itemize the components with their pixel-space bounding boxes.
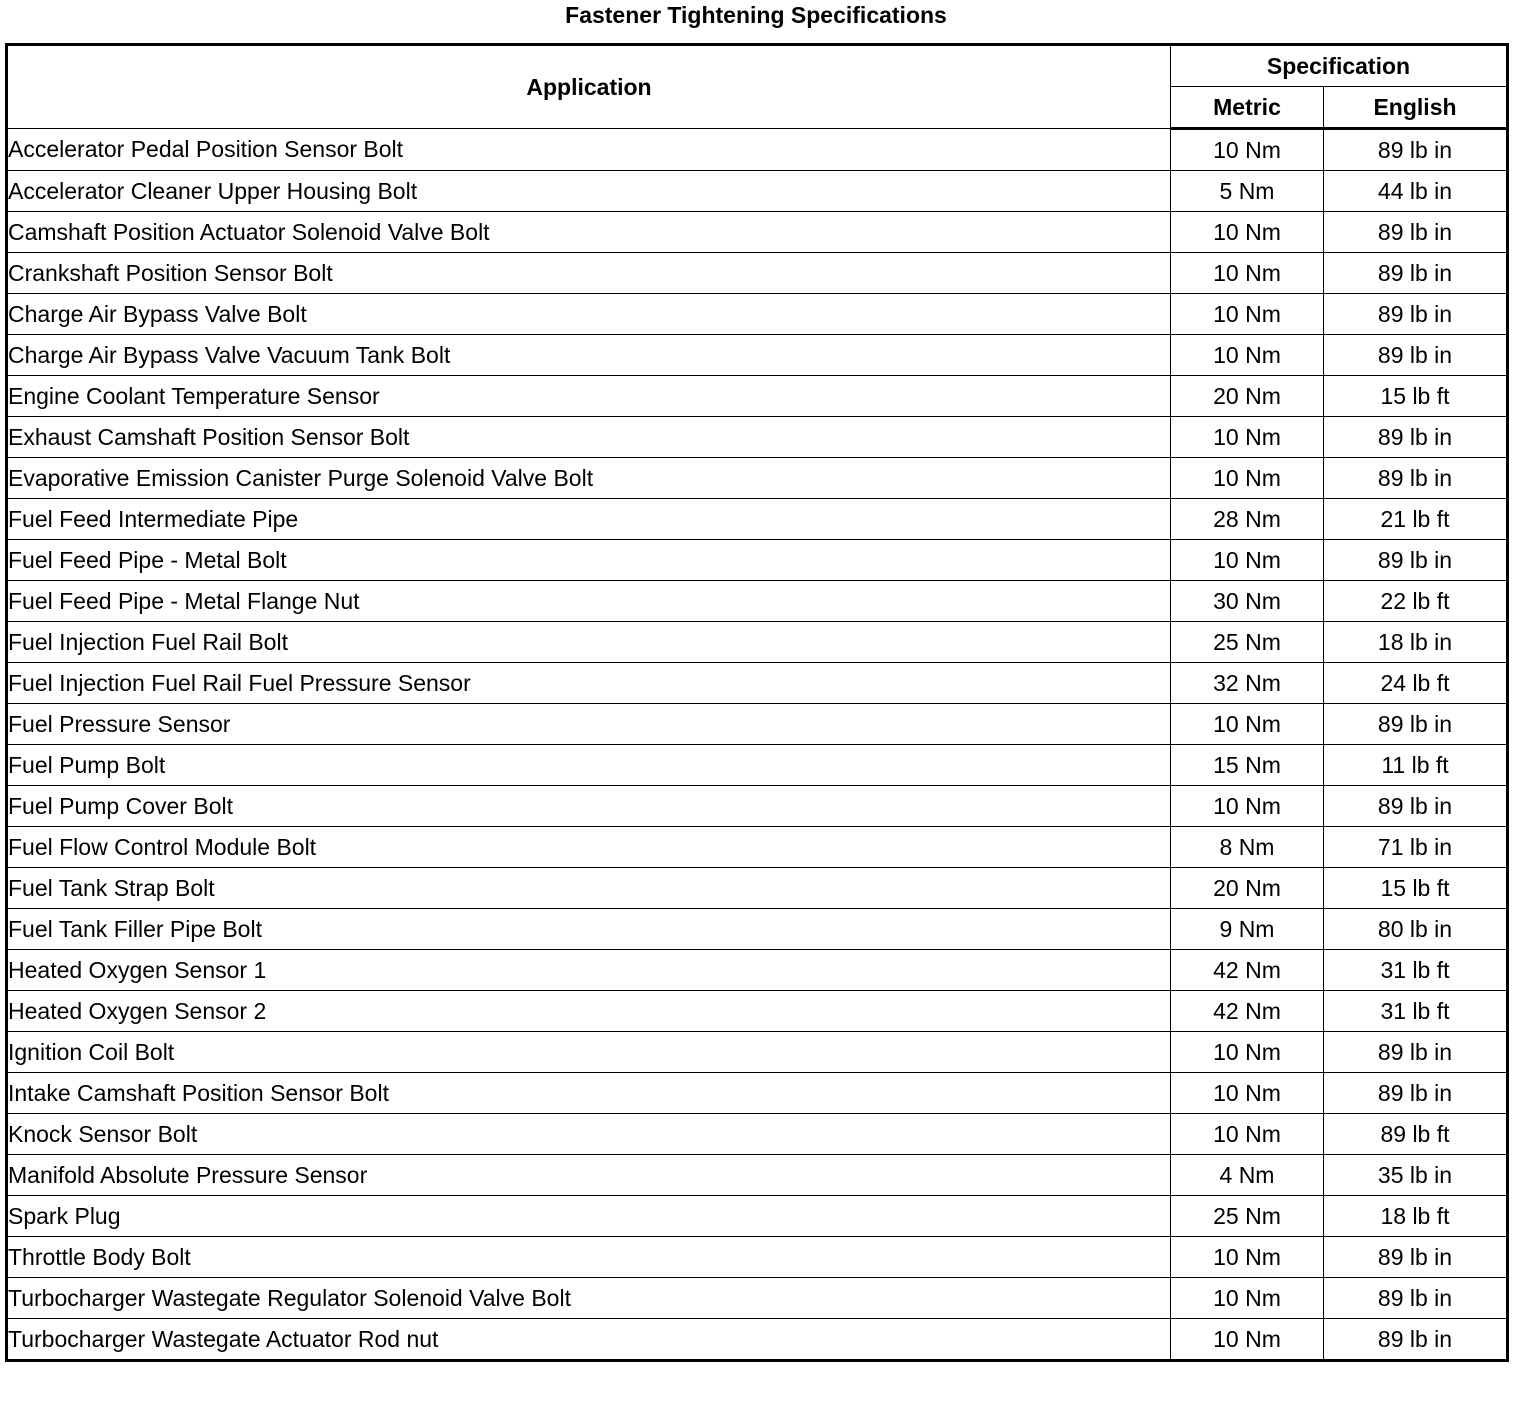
table-row <box>7 1073 1508 1114</box>
table-row <box>7 1114 1508 1155</box>
metric-value-cell: 10 Nm <box>1171 1032 1324 1073</box>
application-cell: Turbocharger Wastegate Regulator Solenoid Valve Bolt <box>7 1278 1171 1319</box>
english-value-cell: 35 lb in <box>1324 1155 1508 1196</box>
table-row <box>7 458 1508 499</box>
english-value-cell: 11 lb ft <box>1324 745 1508 786</box>
english-value-cell: 21 lb ft <box>1324 499 1508 540</box>
english-value-cell: 89 lb in <box>1324 704 1508 745</box>
table-row <box>7 376 1508 417</box>
fastener-spec-table <box>5 43 1509 1362</box>
table-row <box>7 540 1508 581</box>
application-cell: Fuel Feed Pipe - Metal Flange Nut <box>7 581 1171 622</box>
english-value-cell: 24 lb ft <box>1324 663 1508 704</box>
application-cell: Fuel Feed Pipe - Metal Bolt <box>7 540 1171 581</box>
application-cell: Throttle Body Bolt <box>7 1237 1171 1278</box>
application-cell: Accelerator Cleaner Upper Housing Bolt <box>7 171 1171 212</box>
table-row <box>7 950 1508 991</box>
english-value-cell: 89 lb in <box>1324 253 1508 294</box>
application-cell: Intake Camshaft Position Sensor Bolt <box>7 1073 1171 1114</box>
table-row <box>7 1196 1508 1237</box>
column-header-specification: Specification <box>1171 45 1508 87</box>
table-row <box>7 1278 1508 1319</box>
application-cell: Accelerator Pedal Position Sensor Bolt <box>7 129 1171 171</box>
table-row <box>7 253 1508 294</box>
application-cell: Charge Air Bypass Valve Vacuum Tank Bolt <box>7 335 1171 376</box>
metric-value-cell: 10 Nm <box>1171 253 1324 294</box>
table-row <box>7 212 1508 253</box>
table-row <box>7 704 1508 745</box>
english-value-cell: 89 lb in <box>1324 417 1508 458</box>
table-row <box>7 1155 1508 1196</box>
metric-value-cell: 4 Nm <box>1171 1155 1324 1196</box>
page-title: Fastener Tightening Specifications <box>565 2 947 28</box>
table-row <box>7 909 1508 950</box>
metric-value-cell: 10 Nm <box>1171 417 1324 458</box>
table-row <box>7 868 1508 909</box>
english-value-cell: 89 lb in <box>1324 335 1508 376</box>
english-value-cell: 89 lb ft <box>1324 1114 1508 1155</box>
metric-value-cell: 30 Nm <box>1171 581 1324 622</box>
application-cell: Exhaust Camshaft Position Sensor Bolt <box>7 417 1171 458</box>
metric-value-cell: 42 Nm <box>1171 991 1324 1032</box>
application-cell: Fuel Pump Cover Bolt <box>7 786 1171 827</box>
metric-value-cell: 10 Nm <box>1171 1073 1324 1114</box>
metric-value-cell: 10 Nm <box>1171 1114 1324 1155</box>
english-value-cell: 89 lb in <box>1324 1237 1508 1278</box>
table-row <box>7 622 1508 663</box>
english-value-cell: 31 lb ft <box>1324 950 1508 991</box>
english-value-cell: 89 lb in <box>1324 540 1508 581</box>
application-cell: Manifold Absolute Pressure Sensor <box>7 1155 1171 1196</box>
application-cell: Camshaft Position Actuator Solenoid Valve Bolt <box>7 212 1171 253</box>
english-value-cell: 89 lb in <box>1324 129 1508 171</box>
application-cell: Fuel Tank Filler Pipe Bolt <box>7 909 1171 950</box>
table-row <box>7 417 1508 458</box>
english-value-cell: 71 lb in <box>1324 827 1508 868</box>
metric-value-cell: 10 Nm <box>1171 540 1324 581</box>
table-row <box>7 129 1508 171</box>
application-cell: Fuel Injection Fuel Rail Bolt <box>7 622 1171 663</box>
application-cell: Turbocharger Wastegate Actuator Rod nut <box>7 1319 1171 1361</box>
metric-value-cell: 10 Nm <box>1171 1319 1324 1361</box>
table-row <box>7 499 1508 540</box>
table-row <box>7 1237 1508 1278</box>
table-row <box>7 991 1508 1032</box>
metric-value-cell: 10 Nm <box>1171 786 1324 827</box>
application-cell: Crankshaft Position Sensor Bolt <box>7 253 1171 294</box>
english-value-cell: 15 lb ft <box>1324 376 1508 417</box>
metric-value-cell: 28 Nm <box>1171 499 1324 540</box>
english-value-cell: 89 lb in <box>1324 1032 1508 1073</box>
table-row <box>7 786 1508 827</box>
english-value-cell: 89 lb in <box>1324 458 1508 499</box>
metric-value-cell: 25 Nm <box>1171 622 1324 663</box>
english-value-cell: 89 lb in <box>1324 1278 1508 1319</box>
application-cell: Ignition Coil Bolt <box>7 1032 1171 1073</box>
english-value-cell: 89 lb in <box>1324 212 1508 253</box>
table-body <box>7 129 1508 1361</box>
application-cell: Charge Air Bypass Valve Bolt <box>7 294 1171 335</box>
english-value-cell: 89 lb in <box>1324 294 1508 335</box>
metric-value-cell: 32 Nm <box>1171 663 1324 704</box>
application-cell: Engine Coolant Temperature Sensor <box>7 376 1171 417</box>
metric-value-cell: 42 Nm <box>1171 950 1324 991</box>
table-row <box>7 827 1508 868</box>
english-value-cell: 89 lb in <box>1324 786 1508 827</box>
english-value-cell: 18 lb in <box>1324 622 1508 663</box>
table-row <box>7 581 1508 622</box>
table-row <box>7 745 1508 786</box>
metric-value-cell: 8 Nm <box>1171 827 1324 868</box>
metric-value-cell: 25 Nm <box>1171 1196 1324 1237</box>
metric-value-cell: 10 Nm <box>1171 458 1324 499</box>
application-cell: Knock Sensor Bolt <box>7 1114 1171 1155</box>
metric-value-cell: 10 Nm <box>1171 335 1324 376</box>
column-header-metric: Metric <box>1171 87 1324 129</box>
table-row <box>7 171 1508 212</box>
english-value-cell: 89 lb in <box>1324 1073 1508 1114</box>
metric-value-cell: 20 Nm <box>1171 868 1324 909</box>
table-row <box>7 1319 1508 1361</box>
column-header-english: English <box>1324 87 1508 129</box>
table-row <box>7 335 1508 376</box>
application-cell: Evaporative Emission Canister Purge Solenoid Valve Bolt <box>7 458 1171 499</box>
application-cell: Fuel Flow Control Module Bolt <box>7 827 1171 868</box>
application-cell: Fuel Feed Intermediate Pipe <box>7 499 1171 540</box>
english-value-cell: 80 lb in <box>1324 909 1508 950</box>
table-row <box>7 1032 1508 1073</box>
english-value-cell: 18 lb ft <box>1324 1196 1508 1237</box>
table-header <box>7 45 1508 129</box>
metric-value-cell: 20 Nm <box>1171 376 1324 417</box>
english-value-cell: 22 lb ft <box>1324 581 1508 622</box>
table-row <box>7 663 1508 704</box>
application-cell: Fuel Pump Bolt <box>7 745 1171 786</box>
english-value-cell: 89 lb in <box>1324 1319 1508 1361</box>
english-value-cell: 44 lb in <box>1324 171 1508 212</box>
column-header-application: Application <box>7 45 1171 129</box>
english-value-cell: 15 lb ft <box>1324 868 1508 909</box>
metric-value-cell: 10 Nm <box>1171 212 1324 253</box>
application-cell: Fuel Tank Strap Bolt <box>7 868 1171 909</box>
application-cell: Fuel Injection Fuel Rail Fuel Pressure Sensor <box>7 663 1171 704</box>
metric-value-cell: 10 Nm <box>1171 704 1324 745</box>
metric-value-cell: 5 Nm <box>1171 171 1324 212</box>
metric-value-cell: 10 Nm <box>1171 1237 1324 1278</box>
metric-value-cell: 10 Nm <box>1171 294 1324 335</box>
metric-value-cell: 10 Nm <box>1171 1278 1324 1319</box>
application-cell: Spark Plug <box>7 1196 1171 1237</box>
application-cell: Fuel Pressure Sensor <box>7 704 1171 745</box>
table-row <box>7 294 1508 335</box>
application-cell: Heated Oxygen Sensor 1 <box>7 950 1171 991</box>
metric-value-cell: 9 Nm <box>1171 909 1324 950</box>
english-value-cell: 31 lb ft <box>1324 991 1508 1032</box>
application-cell: Heated Oxygen Sensor 2 <box>7 991 1171 1032</box>
metric-value-cell: 10 Nm <box>1171 129 1324 171</box>
metric-value-cell: 15 Nm <box>1171 745 1324 786</box>
